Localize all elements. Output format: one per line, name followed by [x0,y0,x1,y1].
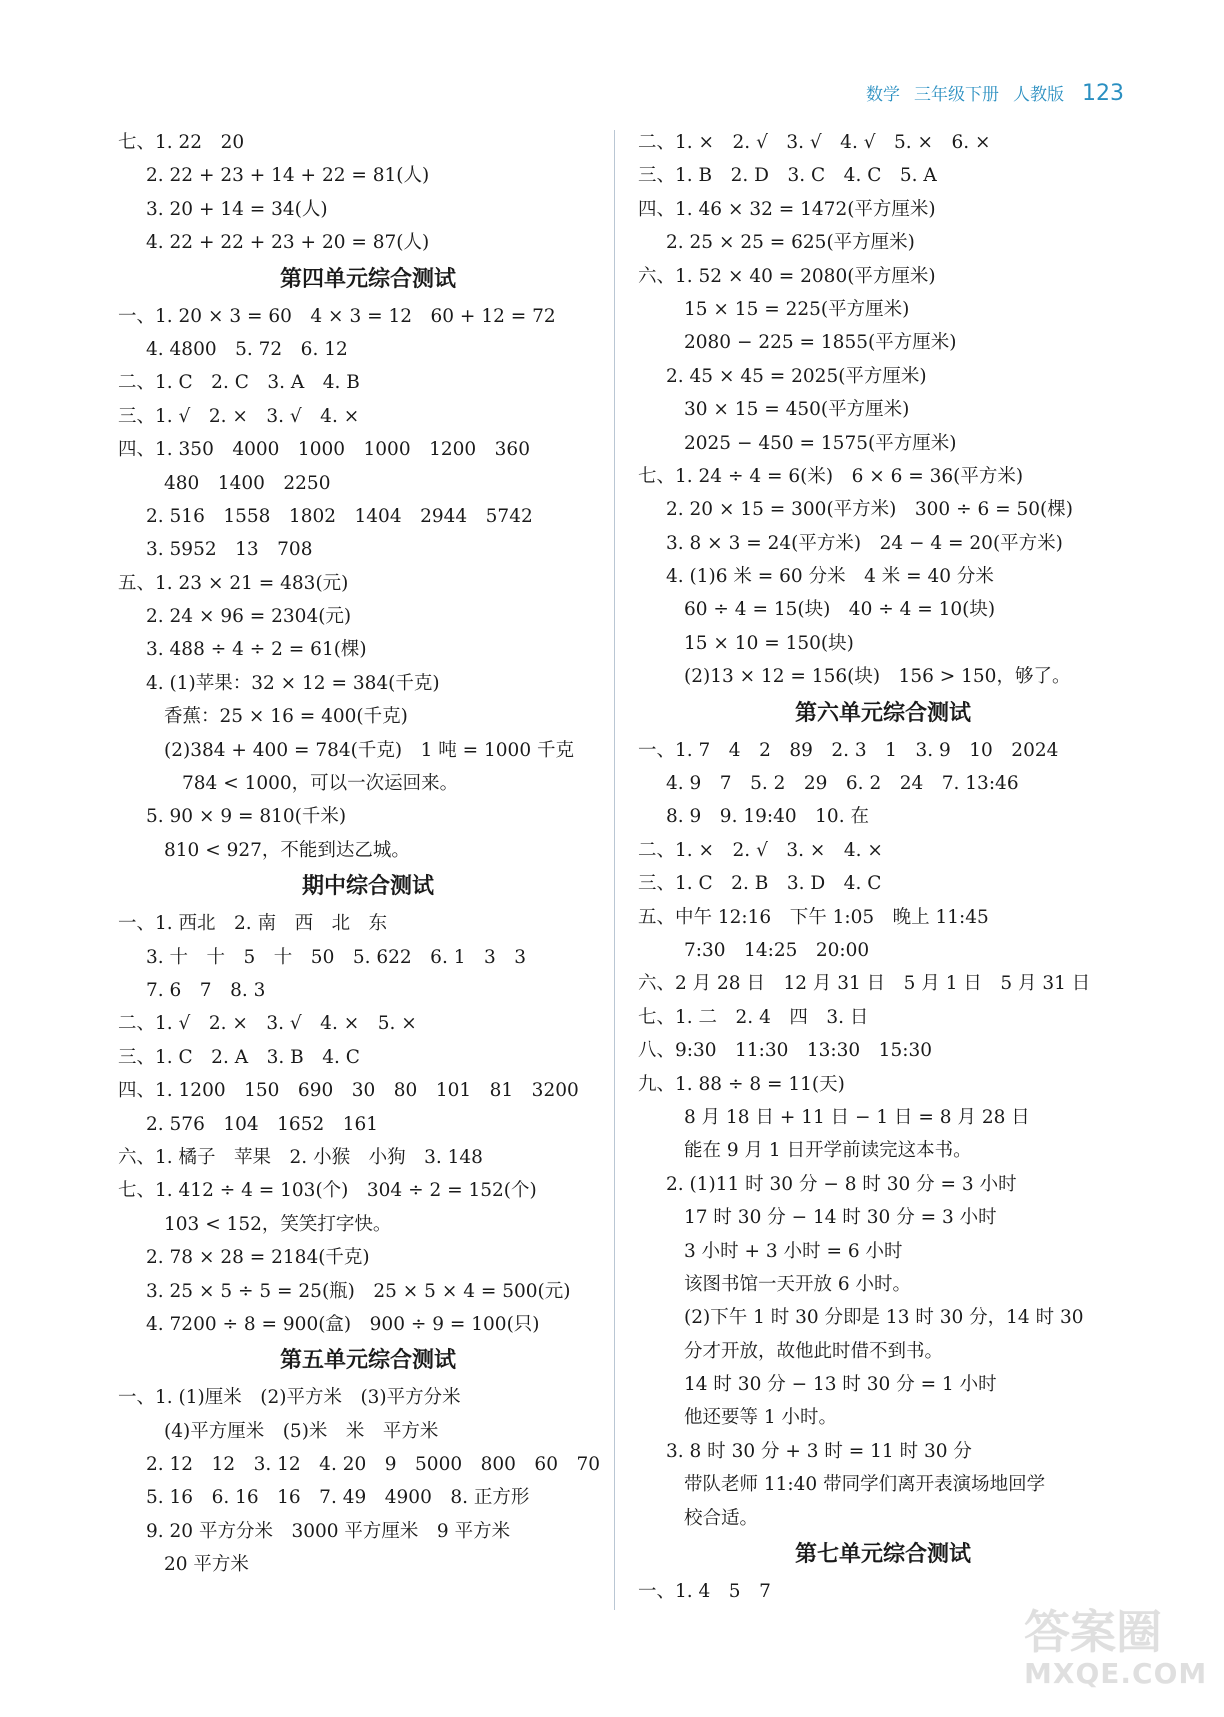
answer-line: 2. 516 1558 1802 1404 2944 5742 [146,505,533,527]
answer-line: 7:30 14:25 20:00 [684,939,870,961]
answer-line: 九、1. 88 ÷ 8 = 11(天) [638,1073,845,1095]
answer-line: (4)平方厘米 (5)米 米 平方米 [164,1420,439,1442]
answer-line: 2080 − 225 = 1855(平方厘米) [684,332,957,354]
answer-line: 2. 45 × 45 = 2025(平方厘米) [666,365,927,387]
answer-line: 香蕉：25 × 16 = 400(千克) [164,706,408,728]
answer-line: 4. 7200 ÷ 8 = 900(盒) 900 ÷ 9 = 100(只) [146,1313,540,1335]
answer-line: 校合适。 [684,1507,759,1529]
answer-line: 2. 22 + 23 + 14 + 22 = 81(人) [146,165,430,187]
answer-line: 一、1. 20 × 3 = 60 4 × 3 = 12 60 + 12 = 72 [118,305,556,327]
answer-line: 一、1. (1)厘米 (2)平方米 (3)平方分米 [118,1387,461,1409]
answer-line: 三、1. C 2. B 3. D 4. C [638,873,882,895]
answer-line: 六、2 月 28 日 12 月 31 日 5 月 1 日 5 月 31 日 [638,973,1091,995]
answer-line: 一、1. 7 4 2 89 2. 3 1 3. 9 10 2024 [638,739,1059,761]
answer-line: 五、中午 12:16 下午 1:05 晚上 11:45 [638,906,989,928]
page-header [866,80,1124,106]
column-divider [614,130,615,1610]
answer-line: 能在 9 月 1 日开学前读完这本书。 [684,1140,972,1162]
watermark-logo [1024,1605,1208,1697]
answer-line: 三、1. √ 2. × 3. √ 4. × [118,405,360,427]
answer-line: 2. 20 × 15 = 300(平方米) 300 ÷ 6 = 50(棵) [666,499,1073,521]
answer-line: 3 小时 + 3 小时 = 6 小时 [684,1240,903,1262]
answer-line: 三、1. C 2. A 3. B 4. C [118,1046,360,1068]
grade-label: 三年级下册 [914,85,999,105]
right-column [638,126,1128,1608]
answer-line: 2. (1)11 时 30 分 − 8 时 30 分 = 3 小时 [666,1173,1017,1195]
answer-line: 四、1. 350 4000 1000 1000 1200 360 [118,439,530,461]
answer-line: 七、1. 二 2. 4 四 3. 日 [638,1006,869,1028]
answer-line: 5. 90 × 9 = 810(千米) [146,806,347,828]
answer-line: 三、1. B 2. D 3. C 4. C 5. A [638,165,937,187]
answer-line: 3. 5952 13 708 [146,539,313,561]
answer-line: 二、1. C 2. C 3. A 4. B [118,372,360,394]
answer-line: 七、1. 22 20 [118,132,245,153]
answer-line: 4. 22 + 22 + 23 + 20 = 87(人) [146,232,430,254]
answer-line: 17 时 30 分 − 14 时 30 分 = 3 小时 [684,1207,997,1229]
answer-line: 8 月 18 日 + 11 日 − 1 日 = 8 月 28 日 [684,1106,1030,1128]
answer-line: 四、1. 46 × 32 = 1472(平方厘米) [638,198,936,220]
answer-line: 4. 4800 5. 72 6. 12 [146,338,348,360]
answer-line: 480 1400 2250 [164,472,331,494]
subject-label: 数学 [866,85,900,105]
answer-line: 2. 576 104 1652 161 [146,1113,379,1135]
answer-line: 五、1. 23 × 21 = 483(元) [118,572,349,594]
answer-line: 2025 − 450 = 1575(平方厘米) [684,432,957,454]
answer-line: 9. 20 平方分米 3000 平方厘米 9 平方米 [146,1520,511,1542]
answer-line: 810 < 927，不能到达乙城。 [164,839,410,861]
answer-line: 784 < 1000，可以一次运回来。 [182,773,459,795]
answer-line: 一、1. 西北 2. 南 西 北 东 [118,913,388,935]
answer-line: 5. 16 6. 16 16 7. 49 4900 8. 正方形 [146,1487,530,1509]
answer-line: 3. 25 × 5 ÷ 5 = 25(瓶) 25 × 5 × 4 = 500(元) [146,1280,571,1302]
answer-line: 八、9:30 11:30 13:30 15:30 [638,1040,932,1062]
answer-line: 14 时 30 分 − 13 时 30 分 = 1 小时 [684,1374,997,1396]
answer-line: 3. 20 + 14 = 34(人) [146,198,328,220]
answer-line: 7. 6 7 8. 3 [146,979,266,1001]
answer-line: 一、1. 4 5 7 [638,1581,771,1603]
answer-line: 他还要等 1 小时。 [684,1407,838,1429]
answer-line: (2)13 × 12 = 156(块) 156 > 150，够了。 [684,666,1071,688]
watermark-domain: MXQE.COM [1024,1657,1208,1690]
answer-line: 七、1. 412 ÷ 4 = 103(个) 304 ÷ 2 = 152(个) [118,1180,537,1202]
answer-line: 3. 488 ÷ 4 ÷ 2 = 61(棵) [146,639,367,661]
answer-line: 2. 78 × 28 = 2184(千克) [146,1247,370,1269]
section-title: 第七单元综合测试 [794,1542,971,1568]
page-number: 123 [1082,81,1124,106]
answer-line: 20 平方米 [164,1554,249,1576]
section-title: 第五单元综合测试 [279,1348,456,1374]
answer-line: 103 < 152，笑笑打字快。 [164,1213,392,1235]
answer-line: 3. 十 十 5 十 50 5. 622 6. 1 3 3 [146,946,527,968]
answer-line: 六、1. 52 × 40 = 2080(平方厘米) [638,265,936,287]
answer-line: 15 × 10 = 150(块) [684,632,854,654]
left-column [118,126,618,1582]
answer-line: (2)下午 1 时 30 分即是 13 时 30 分，14 时 30 [684,1307,1084,1329]
answer-line: 带队老师 11:40 带同学们离开表演场地回学 [684,1474,1046,1496]
answer-line: (2)384 + 400 = 784(千克) 1 吨 = 1000 千克 [164,739,574,761]
answer-line: 15 × 15 = 225(平方厘米) [684,298,910,320]
answer-line: 二、1. × 2. √ 3. × 4. × [638,839,883,861]
section-title: 第四单元综合测试 [279,266,456,292]
answer-line: 4. (1)6 米 = 60 分米 4 米 = 40 分米 [666,566,994,588]
answer-line: 分才开放，故他此时借不到书。 [684,1340,944,1362]
answer-line: 七、1. 24 ÷ 4 = 6(米) 6 × 6 = 36(平方米) [638,465,1024,487]
answer-line: 30 × 15 = 450(平方厘米) [684,399,910,421]
answer-line: 60 ÷ 4 = 15(块) 40 ÷ 4 = 10(块) [684,599,996,621]
answer-line: 3. 8 时 30 分 + 3 时 = 11 时 30 分 [666,1440,972,1462]
answer-line: 3. 8 × 3 = 24(平方米) 24 − 4 = 20(平方米) [666,532,1063,554]
answer-line: 二、1. √ 2. × 3. √ 4. × 5. × [118,1013,417,1035]
answer-line: 4. 9 7 5. 2 29 6. 2 24 7. 13:46 [666,773,1019,795]
section-title: 期中综合测试 [301,874,434,900]
answer-line: 六、1. 橘子 苹果 2. 小猴 小狗 3. 148 [118,1146,483,1168]
answer-line: 2. 24 × 96 = 2304(元) [146,606,352,628]
answer-line: 2. 25 × 25 = 625(平方厘米) [666,232,915,254]
answer-line: 二、1. × 2. √ 3. √ 4. √ 5. × 6. × [638,132,991,153]
answer-line: 2. 12 12 3. 12 4. 20 9 5000 800 60 70 [146,1454,601,1476]
answer-line: 四、1. 1200 150 690 30 80 101 81 3200 [118,1080,579,1102]
answer-line: 8. 9 9. 19:40 10. 在 [666,806,869,828]
watermark-text: 答案圈 [1024,1605,1162,1659]
answer-line: 该图书馆一天开放 6 小时。 [684,1273,912,1295]
answer-line: 4. (1)苹果：32 × 12 = 384(千克) [146,672,440,694]
edition-label: 人教版 [1013,85,1064,105]
section-title: 第六单元综合测试 [794,700,971,726]
